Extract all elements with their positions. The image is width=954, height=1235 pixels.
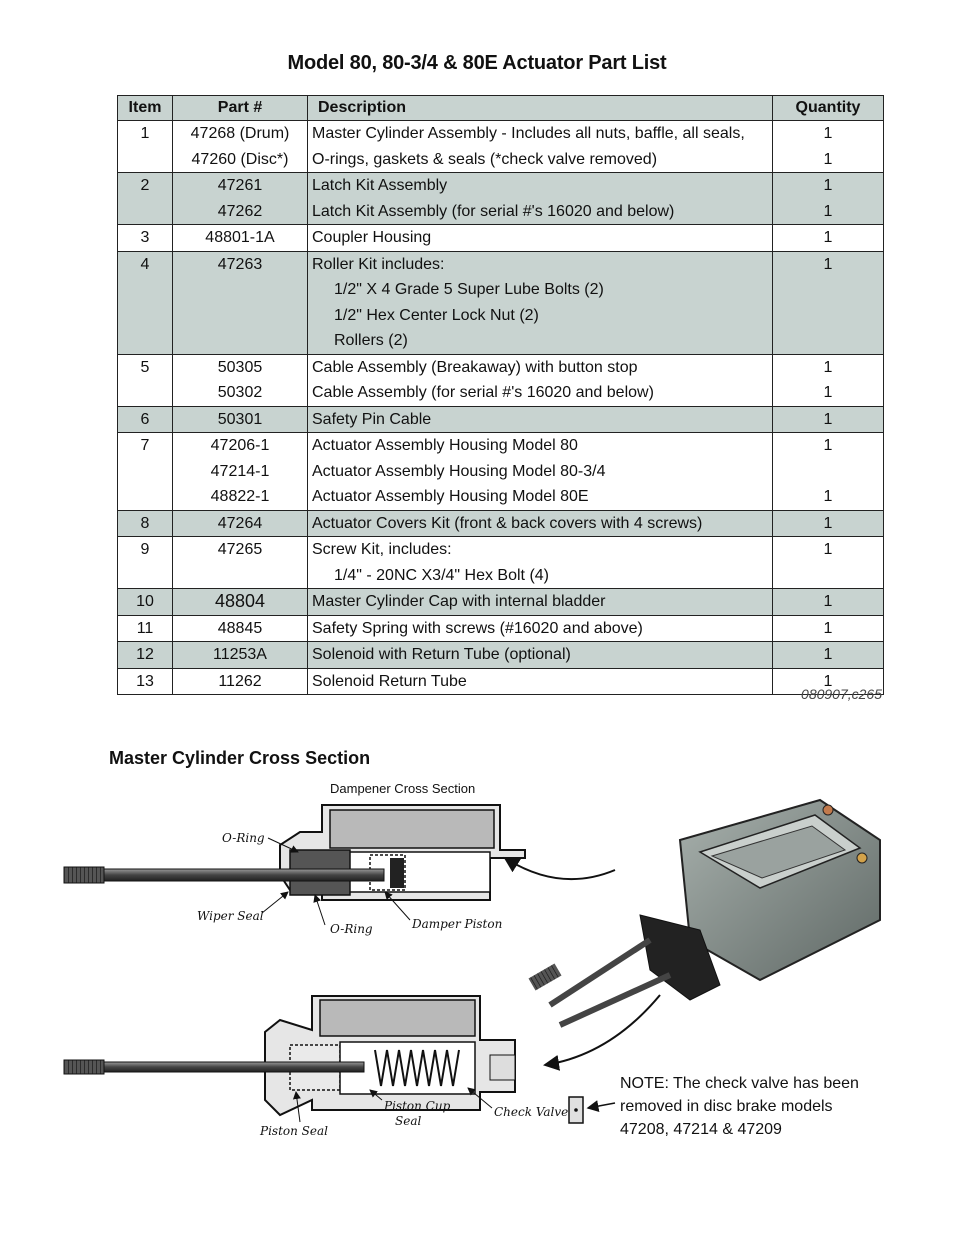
part-cell — [173, 537, 308, 589]
item-cell-line: 13 — [136, 672, 154, 690]
quantity-cell — [773, 354, 884, 406]
quantity-cell-line: 1 — [823, 177, 833, 194]
part-cell — [173, 225, 308, 252]
part-cell — [173, 354, 308, 406]
description-cell-line: Actuator Assembly Housing Model 80 — [312, 437, 578, 454]
item-cell-line: 11 — [136, 619, 154, 637]
header-quantity: Quantity — [773, 96, 884, 121]
quantity-cell-line: 1 — [823, 384, 833, 401]
part-cell-line: 11262 — [218, 672, 262, 690]
quantity-cell — [773, 589, 884, 616]
quantity-cell — [773, 406, 884, 433]
part-cell-line: 11253A — [213, 646, 267, 663]
item-cell — [118, 406, 173, 433]
quantity-cell — [773, 121, 884, 173]
description-cell-line: Latch Kit Assembly (for serial #'s 16020 and below) — [312, 202, 675, 220]
note-line: removed in disc brake models — [620, 1098, 833, 1115]
description-cell-line: Actuator Assembly Housing Model 80E — [312, 488, 589, 505]
description-cell — [308, 173, 773, 225]
description-cell-line: Solenoid Return Tube — [312, 672, 467, 690]
description-cell-line: Screw Kit, includes: — [312, 541, 452, 558]
table-row — [118, 589, 884, 616]
description-cell-line: Cable Assembly (for serial #'s 16020 and below) — [312, 384, 654, 401]
item-cell-line: 8 — [140, 514, 150, 532]
quantity-cell-line: 1 — [823, 229, 833, 246]
label-wiper-seal: Wiper Seal — [197, 909, 264, 923]
table-row — [118, 121, 884, 173]
part-cell — [173, 668, 308, 695]
label-o-ring-top: O-Ring — [222, 831, 265, 845]
item-cell — [118, 537, 173, 589]
table-row — [118, 433, 884, 511]
description-cell — [308, 510, 773, 537]
item-cell — [118, 589, 173, 616]
description-cell — [308, 642, 773, 669]
description-cell-line: Rollers (2) — [334, 332, 408, 349]
table-row — [118, 251, 884, 354]
item-cell-line: 3 — [140, 229, 150, 246]
description-cell — [308, 354, 773, 406]
item-cell-line: 9 — [140, 541, 150, 558]
description-cell — [308, 589, 773, 616]
part-cell — [173, 615, 308, 642]
label-piston-cup-seal-2: Seal — [395, 1114, 422, 1128]
item-cell-line: 6 — [140, 410, 150, 428]
description-cell-line: Safety Pin Cable — [312, 410, 432, 428]
quantity-cell-line: 1 — [823, 672, 833, 690]
part-cell-line: 48804 — [214, 591, 266, 611]
table-row — [118, 354, 884, 406]
note-line: NOTE: The check valve has been — [620, 1075, 859, 1092]
part-cell — [173, 173, 308, 225]
quantity-cell-line — [777, 459, 879, 485]
item-cell — [118, 615, 173, 642]
description-cell-line: Solenoid with Return Tube (optional) — [312, 646, 571, 663]
item-cell — [118, 354, 173, 406]
quantity-cell — [773, 510, 884, 537]
part-cell — [173, 589, 308, 616]
description-cell-line: Actuator Assembly Housing Model 80-3/4 — [312, 462, 606, 480]
quantity-cell — [773, 251, 884, 354]
description-cell-line: Roller Kit includes: — [312, 255, 445, 273]
dampener-title: Dampener Cross Section — [330, 781, 476, 796]
description-cell-line: Coupler Housing — [312, 229, 432, 246]
check-valve-note — [620, 1072, 870, 1141]
part-cell — [173, 642, 308, 669]
item-cell-line: 10 — [136, 593, 154, 610]
description-cell-line: 1/4" - 20NC X3/4" Hex Bolt (4) — [334, 566, 549, 584]
quantity-cell-line: 1 — [823, 646, 833, 663]
description-cell — [308, 225, 773, 252]
parts-table — [117, 95, 884, 695]
description-cell-line: Safety Spring with screws (#16020 and above) — [312, 619, 643, 637]
item-cell — [118, 173, 173, 225]
table-row — [118, 615, 884, 642]
description-cell — [308, 537, 773, 589]
header-item: Item — [118, 96, 173, 121]
quantity-cell — [773, 537, 884, 589]
part-cell — [173, 433, 308, 511]
note-line: 47208, 47214 & 47209 — [620, 1121, 782, 1138]
master-cylinder-cross-section — [64, 996, 615, 1138]
item-cell-line: 2 — [140, 177, 150, 194]
part-cell-line: 50301 — [217, 410, 263, 428]
quantity-cell-line: 1 — [823, 514, 833, 532]
part-cell-line: 48845 — [217, 619, 263, 637]
table-row — [118, 173, 884, 225]
table-row — [118, 225, 884, 252]
table-row — [118, 406, 884, 433]
header-part: Part # — [173, 96, 308, 121]
section-title: Master Cylinder Cross Section — [109, 748, 371, 768]
part-cell-line: 47214-1 — [210, 462, 270, 480]
master-cylinder-rod — [104, 1062, 364, 1072]
quantity-cell-line: 1 — [823, 255, 833, 273]
part-cell-line: 48801-1A — [205, 229, 275, 246]
header-description: Description — [308, 96, 773, 121]
quantity-cell-line: 1 — [823, 125, 833, 142]
part-cell-line: 48822-1 — [210, 488, 270, 505]
part-cell-line: 47261 — [217, 177, 263, 194]
table-header-row — [118, 96, 884, 121]
item-cell — [118, 668, 173, 695]
item-cell-line: 5 — [140, 358, 150, 376]
description-cell-line: Master Cylinder Cap with internal bladder — [312, 593, 606, 610]
quantity-cell-line: 1 — [823, 541, 833, 558]
table-body — [118, 121, 884, 695]
reference-code: 080907,c265 — [801, 686, 882, 702]
part-cell-line: 47265 — [217, 541, 263, 558]
description-cell — [308, 251, 773, 354]
table-row — [118, 510, 884, 537]
description-cell-line: O-rings, gaskets & seals (*check valve removed) — [312, 150, 658, 168]
quantity-cell-line: 1 — [823, 593, 833, 610]
part-cell-line: 47206-1 — [210, 437, 270, 454]
table-row — [118, 668, 884, 695]
description-cell — [308, 433, 773, 511]
part-cell-line: 50302 — [217, 384, 263, 401]
actuator-housing-illustration — [505, 800, 880, 1065]
quantity-cell-line: 1 — [823, 358, 833, 376]
description-cell-line: 1/2" Hex Center Lock Nut (2) — [334, 306, 539, 324]
part-cell — [173, 510, 308, 537]
quantity-cell-line: 1 — [823, 202, 833, 220]
table-row — [118, 642, 884, 669]
dampener-cross-section — [64, 781, 525, 936]
item-cell-line: 12 — [136, 646, 154, 663]
description-cell — [308, 406, 773, 433]
item-cell — [118, 433, 173, 511]
part-cell — [173, 121, 308, 173]
item-cell — [118, 642, 173, 669]
quantity-cell-line: 1 — [823, 437, 833, 454]
quantity-cell-line: 1 — [823, 410, 833, 428]
item-cell-line: 7 — [140, 437, 150, 454]
description-cell — [308, 121, 773, 173]
quantity-cell — [773, 433, 884, 511]
part-cell-line: 47262 — [217, 202, 263, 220]
description-cell — [308, 668, 773, 695]
part-cell — [173, 251, 308, 354]
part-cell — [173, 406, 308, 433]
description-cell-line: 1/2" X 4 Grade 5 Super Lube Bolts (2) — [334, 281, 604, 298]
page-title: Model 80, 80-3/4 & 80E Actuator Part List — [287, 52, 667, 74]
label-check-valve: Check Valve — [494, 1105, 569, 1119]
description-cell-line: Latch Kit Assembly — [312, 177, 448, 194]
description-cell-line: Actuator Covers Kit (front & back covers with 4 screws) — [312, 514, 703, 532]
item-cell — [118, 225, 173, 252]
part-cell-line: 47268 (Drum) — [190, 125, 290, 142]
part-cell-line: 50305 — [217, 358, 263, 376]
dampener-rod — [104, 869, 384, 881]
quantity-cell — [773, 642, 884, 669]
label-piston-seal: Piston Seal — [260, 1124, 328, 1138]
quantity-cell-line: 1 — [823, 619, 833, 637]
quantity-cell-line: 1 — [823, 488, 833, 505]
item-cell — [118, 510, 173, 537]
part-cell-line: 47264 — [217, 514, 263, 532]
item-cell-line: 4 — [140, 255, 150, 273]
item-cell — [118, 251, 173, 354]
item-cell-line: 1 — [140, 125, 150, 142]
item-cell — [118, 121, 173, 173]
description-cell — [308, 615, 773, 642]
quantity-cell-line: 1 — [823, 150, 833, 168]
part-cell-line: 47263 — [217, 255, 263, 273]
description-cell-line: Cable Assembly (Breakaway) with button stop — [312, 358, 638, 376]
quantity-cell — [773, 173, 884, 225]
table-row — [118, 537, 884, 589]
label-piston-cup-seal-1: Piston Cup — [384, 1099, 451, 1113]
label-damper-piston: Damper Piston — [412, 917, 503, 931]
quantity-cell — [773, 615, 884, 642]
description-cell-line: Master Cylinder Assembly - Includes all nuts, baffle, all seals, — [312, 125, 745, 142]
quantity-cell — [773, 225, 884, 252]
label-o-ring-bottom: O-Ring — [330, 922, 373, 936]
part-cell-line: 47260 (Disc*) — [191, 150, 289, 168]
